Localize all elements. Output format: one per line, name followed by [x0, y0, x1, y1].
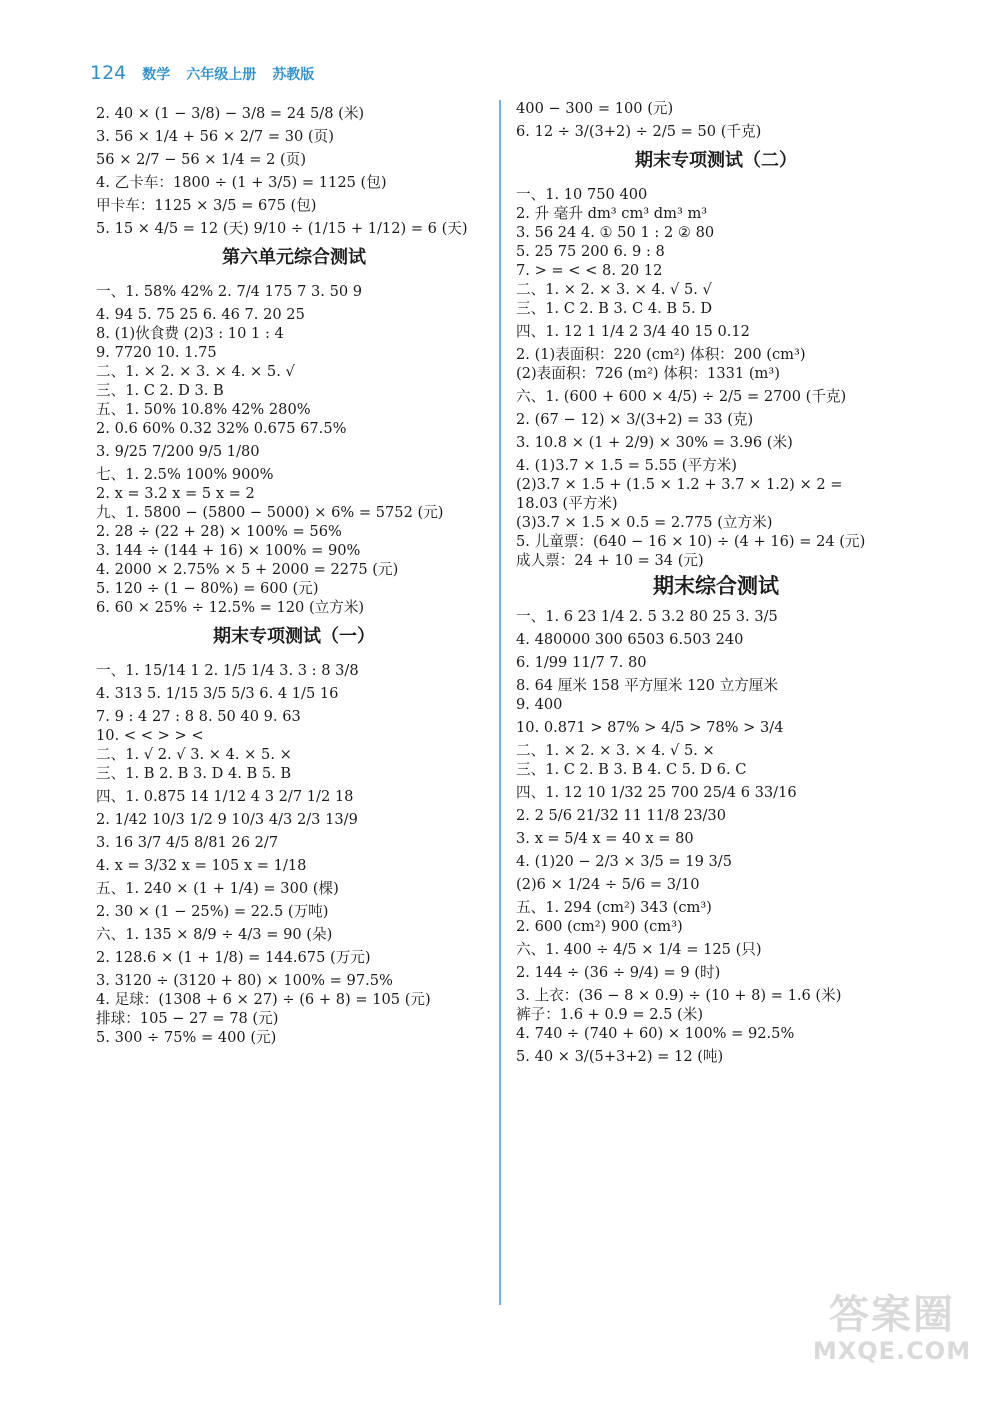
answer-line: 三、1. B 2. B 3. D 4. B 5. B — [96, 765, 292, 782]
answer-line: 2. 2 5/6 21/32 11 11/8 23/30 — [516, 807, 726, 824]
answer-line: 裤子：1.6 + 0.9 = 2.5 (米) — [516, 1006, 704, 1023]
answer-line: 排球：105 − 27 = 78 (元) — [96, 1010, 279, 1027]
answer-line: 五、1. 50% 10.8% 42% 280% — [96, 401, 311, 418]
watermark-text: 答案圈 — [829, 1292, 955, 1338]
answer-line: 5. 25 75 200 6. 9 : 8 — [516, 243, 665, 260]
watermark-logo — [802, 1293, 982, 1373]
answer-line: 4. (1)3.7 × 1.5 = 5.55 (平方米) — [516, 457, 737, 474]
answer-line: 2. 128.6 × (1 + 1/8) = 144.675 (万元) — [96, 949, 371, 966]
answer-line: 400 − 300 = 100 (元) — [516, 100, 674, 117]
answer-line: 10. < < > > < — [96, 727, 204, 744]
answer-line: 成人票：24 + 10 = 34 (元) — [516, 552, 704, 569]
section-title: 第六单元综合测试 — [222, 247, 366, 268]
answer-line: (2)3.7 × 1.5 + (1.5 × 1.2 + 3.7 × 1.2) × 2 = — [516, 476, 843, 493]
answer-line: 2. 144 ÷ (36 ÷ 9/4) = 9 (时) — [516, 964, 721, 981]
answer-line: 4. 2000 × 2.75% × 5 + 2000 = 2275 (元) — [96, 561, 399, 578]
section-title: 期末专项测试（一） — [213, 626, 375, 647]
answer-line: 二、1. × 2. × 3. × 4. √ 5. √ — [516, 281, 712, 298]
answer-line: 2. (67 − 12) × 3/(3+2) = 33 (克) — [516, 411, 754, 428]
answer-line: 六、1. 135 × 8/9 ÷ 4/3 = 90 (朵) — [96, 926, 333, 943]
answer-line: 四、1. 0.875 14 1/12 4 3 2/7 1/2 18 — [96, 788, 354, 805]
answer-line: 5. 120 ÷ (1 − 80%) = 600 (元) — [96, 580, 319, 597]
answer-line: (2)表面积：726 (m²) 体积：1331 (m³) — [516, 365, 780, 382]
answer-line: 甲卡车：1125 × 3/5 = 675 (包) — [96, 197, 317, 214]
answer-line: 4. 足球：(1308 + 6 × 27) ÷ (6 + 8) = 105 (元) — [96, 991, 431, 1008]
answer-line: 5. 300 ÷ 75% = 400 (元) — [96, 1029, 277, 1046]
answer-line: 2. 0.6 60% 0.32 32% 0.675 67.5% — [96, 420, 347, 437]
page-number: 124 — [90, 62, 127, 84]
answer-line: 7. 9 : 4 27 : 8 8. 50 40 9. 63 — [96, 708, 301, 725]
answer-line: 9. 400 — [516, 696, 563, 713]
answer-line: 二、1. √ 2. √ 3. × 4. × 5. × — [96, 746, 292, 763]
answer-line: 4. 740 ÷ (740 + 60) × 100% = 92.5% — [516, 1025, 795, 1042]
answer-line: 3. 16 3/7 4/5 8/81 26 2/7 — [96, 834, 279, 851]
answer-line: 4. 480000 300 6503 6.503 240 — [516, 631, 744, 648]
answer-line: 6. 1/99 11/7 7. 80 — [516, 654, 647, 671]
section-title: 期末专项测试（二） — [635, 150, 797, 171]
answer-line: 5. 儿童票：(640 − 16 × 10) ÷ (4 + 16) = 24 (元) — [516, 533, 866, 550]
answer-line: 六、1. (600 + 600 × 4/5) ÷ 2/5 = 2700 (千克) — [516, 388, 847, 405]
answer-line: 一、1. 15/14 1 2. 1/5 1/4 3. 3 : 8 3/8 — [96, 662, 359, 679]
answer-line: 3. 144 ÷ (144 + 16) × 100% = 90% — [96, 542, 361, 559]
answer-line: 六、1. 400 ÷ 4/5 × 1/4 = 125 (只) — [516, 941, 762, 958]
answer-line: 3. 9/25 7/200 9/5 1/80 — [96, 443, 260, 460]
answer-line: 3. x = 5/4 x = 40 x = 80 — [516, 830, 694, 847]
section-title: 期末综合测试 — [653, 574, 779, 598]
answer-line: 4. 乙卡车：1800 ÷ (1 + 3/5) = 1125 (包) — [96, 174, 387, 191]
answer-line: (2)6 × 1/24 ÷ 5/6 = 3/10 — [516, 876, 700, 893]
answer-line: 2. 40 × (1 − 3/8) − 3/8 = 24 5/8 (米) — [96, 105, 365, 122]
answer-line: 二、1. × 2. × 3. × 4. √ 5. × — [516, 742, 715, 759]
edition-label: 苏教版 — [272, 67, 315, 83]
answer-line: 二、1. × 2. × 3. × 4. × 5. √ — [96, 363, 295, 380]
answer-line: (3)3.7 × 1.5 × 0.5 = 2.775 (立方米) — [516, 514, 773, 531]
answer-line: 2. 600 (cm²) 900 (cm³) — [516, 918, 683, 935]
answer-line: 2. 28 ÷ (22 + 28) × 100% = 56% — [96, 523, 342, 540]
answer-line: 56 × 2/7 − 56 × 1/4 = 2 (页) — [96, 151, 307, 168]
answer-line: 4. (1)20 − 2/3 × 3/5 = 19 3/5 — [516, 853, 732, 870]
answer-line: 6. 60 × 25% ÷ 12.5% = 120 (立方米) — [96, 599, 365, 616]
answer-line: 3. 10.8 × (1 + 2/9) × 30% = 3.96 (米) — [516, 434, 793, 451]
answer-line: 2. x = 3.2 x = 5 x = 2 — [96, 485, 255, 502]
answer-line: 4. x = 3/32 x = 105 x = 1/18 — [96, 857, 307, 874]
answer-line: 三、1. C 2. D 3. B — [96, 382, 224, 399]
answer-line: 三、1. C 2. B 3. B 4. C 5. D 6. C — [516, 761, 747, 778]
answer-line: 4. 94 5. 75 25 6. 46 7. 20 25 — [96, 306, 305, 323]
answer-line: 3. 56 × 1/4 + 56 × 2/7 = 30 (页) — [96, 128, 334, 145]
answer-line: 3. 56 24 4. ① 50 1 : 2 ② 80 — [516, 224, 715, 241]
answer-line: 6. 12 ÷ 3/(3+2) ÷ 2/5 = 50 (千克) — [516, 123, 762, 140]
page-header — [90, 62, 314, 88]
answer-line: 7. > = < < 8. 20 12 — [516, 262, 663, 279]
subject-label: 数学 — [142, 67, 171, 83]
answer-line: 九、1. 5800 − (5800 − 5000) × 6% = 5752 (元) — [96, 504, 444, 521]
answer-column-right — [516, 100, 916, 1071]
answer-line: 四、1. 12 10 1/32 25 700 25/4 6 33/16 — [516, 784, 797, 801]
answer-line: 三、1. C 2. B 3. C 4. B 5. D — [516, 300, 713, 317]
answer-line: 七、1. 2.5% 100% 900% — [96, 466, 274, 483]
answer-line: 10. 0.871 > 87% > 4/5 > 78% > 3/4 — [516, 719, 784, 736]
answer-line: 一、1. 58% 42% 2. 7/4 175 7 3. 50 9 — [96, 283, 363, 300]
watermark-url: MXQE.COM — [812, 1337, 972, 1365]
answer-line: 四、1. 12 1 1/4 2 3/4 40 15 0.12 — [516, 323, 750, 340]
answer-line: 3. 上衣：(36 − 8 × 0.9) ÷ (10 + 8) = 1.6 (米) — [516, 987, 842, 1004]
column-divider — [499, 100, 501, 1305]
answer-line: 5. 15 × 4/5 = 12 (天) 9/10 ÷ (1/15 + 1/12) = 6 (天) — [96, 220, 468, 237]
answer-line: 五、1. 240 × (1 + 1/4) = 300 (棵) — [96, 880, 339, 897]
answer-line: 9. 7720 10. 1.75 — [96, 344, 217, 361]
answer-line: 3. 3120 ÷ (3120 + 80) × 100% = 97.5% — [96, 972, 393, 989]
grade-label: 六年级上册 — [186, 67, 257, 83]
answer-column-left — [96, 100, 492, 1048]
answer-line: 4. 313 5. 1/15 3/5 5/3 6. 4 1/5 16 — [96, 685, 339, 702]
answer-line: 8. (1)伙食费 (2)3 : 10 1 : 4 — [96, 325, 284, 342]
answer-line: 一、1. 6 23 1/4 2. 5 3.2 80 25 3. 3/5 — [516, 608, 778, 625]
answer-line: 5. 40 × 3/(5+3+2) = 12 (吨) — [516, 1048, 724, 1065]
answer-line: 8. 64 厘米 158 平方厘米 120 立方厘米 — [516, 677, 778, 694]
answer-line: 五、1. 294 (cm²) 343 (cm³) — [516, 899, 712, 916]
answer-line: 一、1. 10 750 400 — [516, 186, 648, 203]
answer-line: 2. 1/42 10/3 1/2 9 10/3 4/3 2/3 13/9 — [96, 811, 358, 828]
answer-line: 2. 30 × (1 − 25%) = 22.5 (万吨) — [96, 903, 329, 920]
answer-line: 2. (1)表面积：220 (cm²) 体积：200 (cm³) — [516, 346, 806, 363]
answer-line: 2. 升 毫升 dm³ cm³ dm³ m³ — [516, 205, 708, 222]
answer-line: 18.03 (平方米) — [516, 495, 618, 512]
